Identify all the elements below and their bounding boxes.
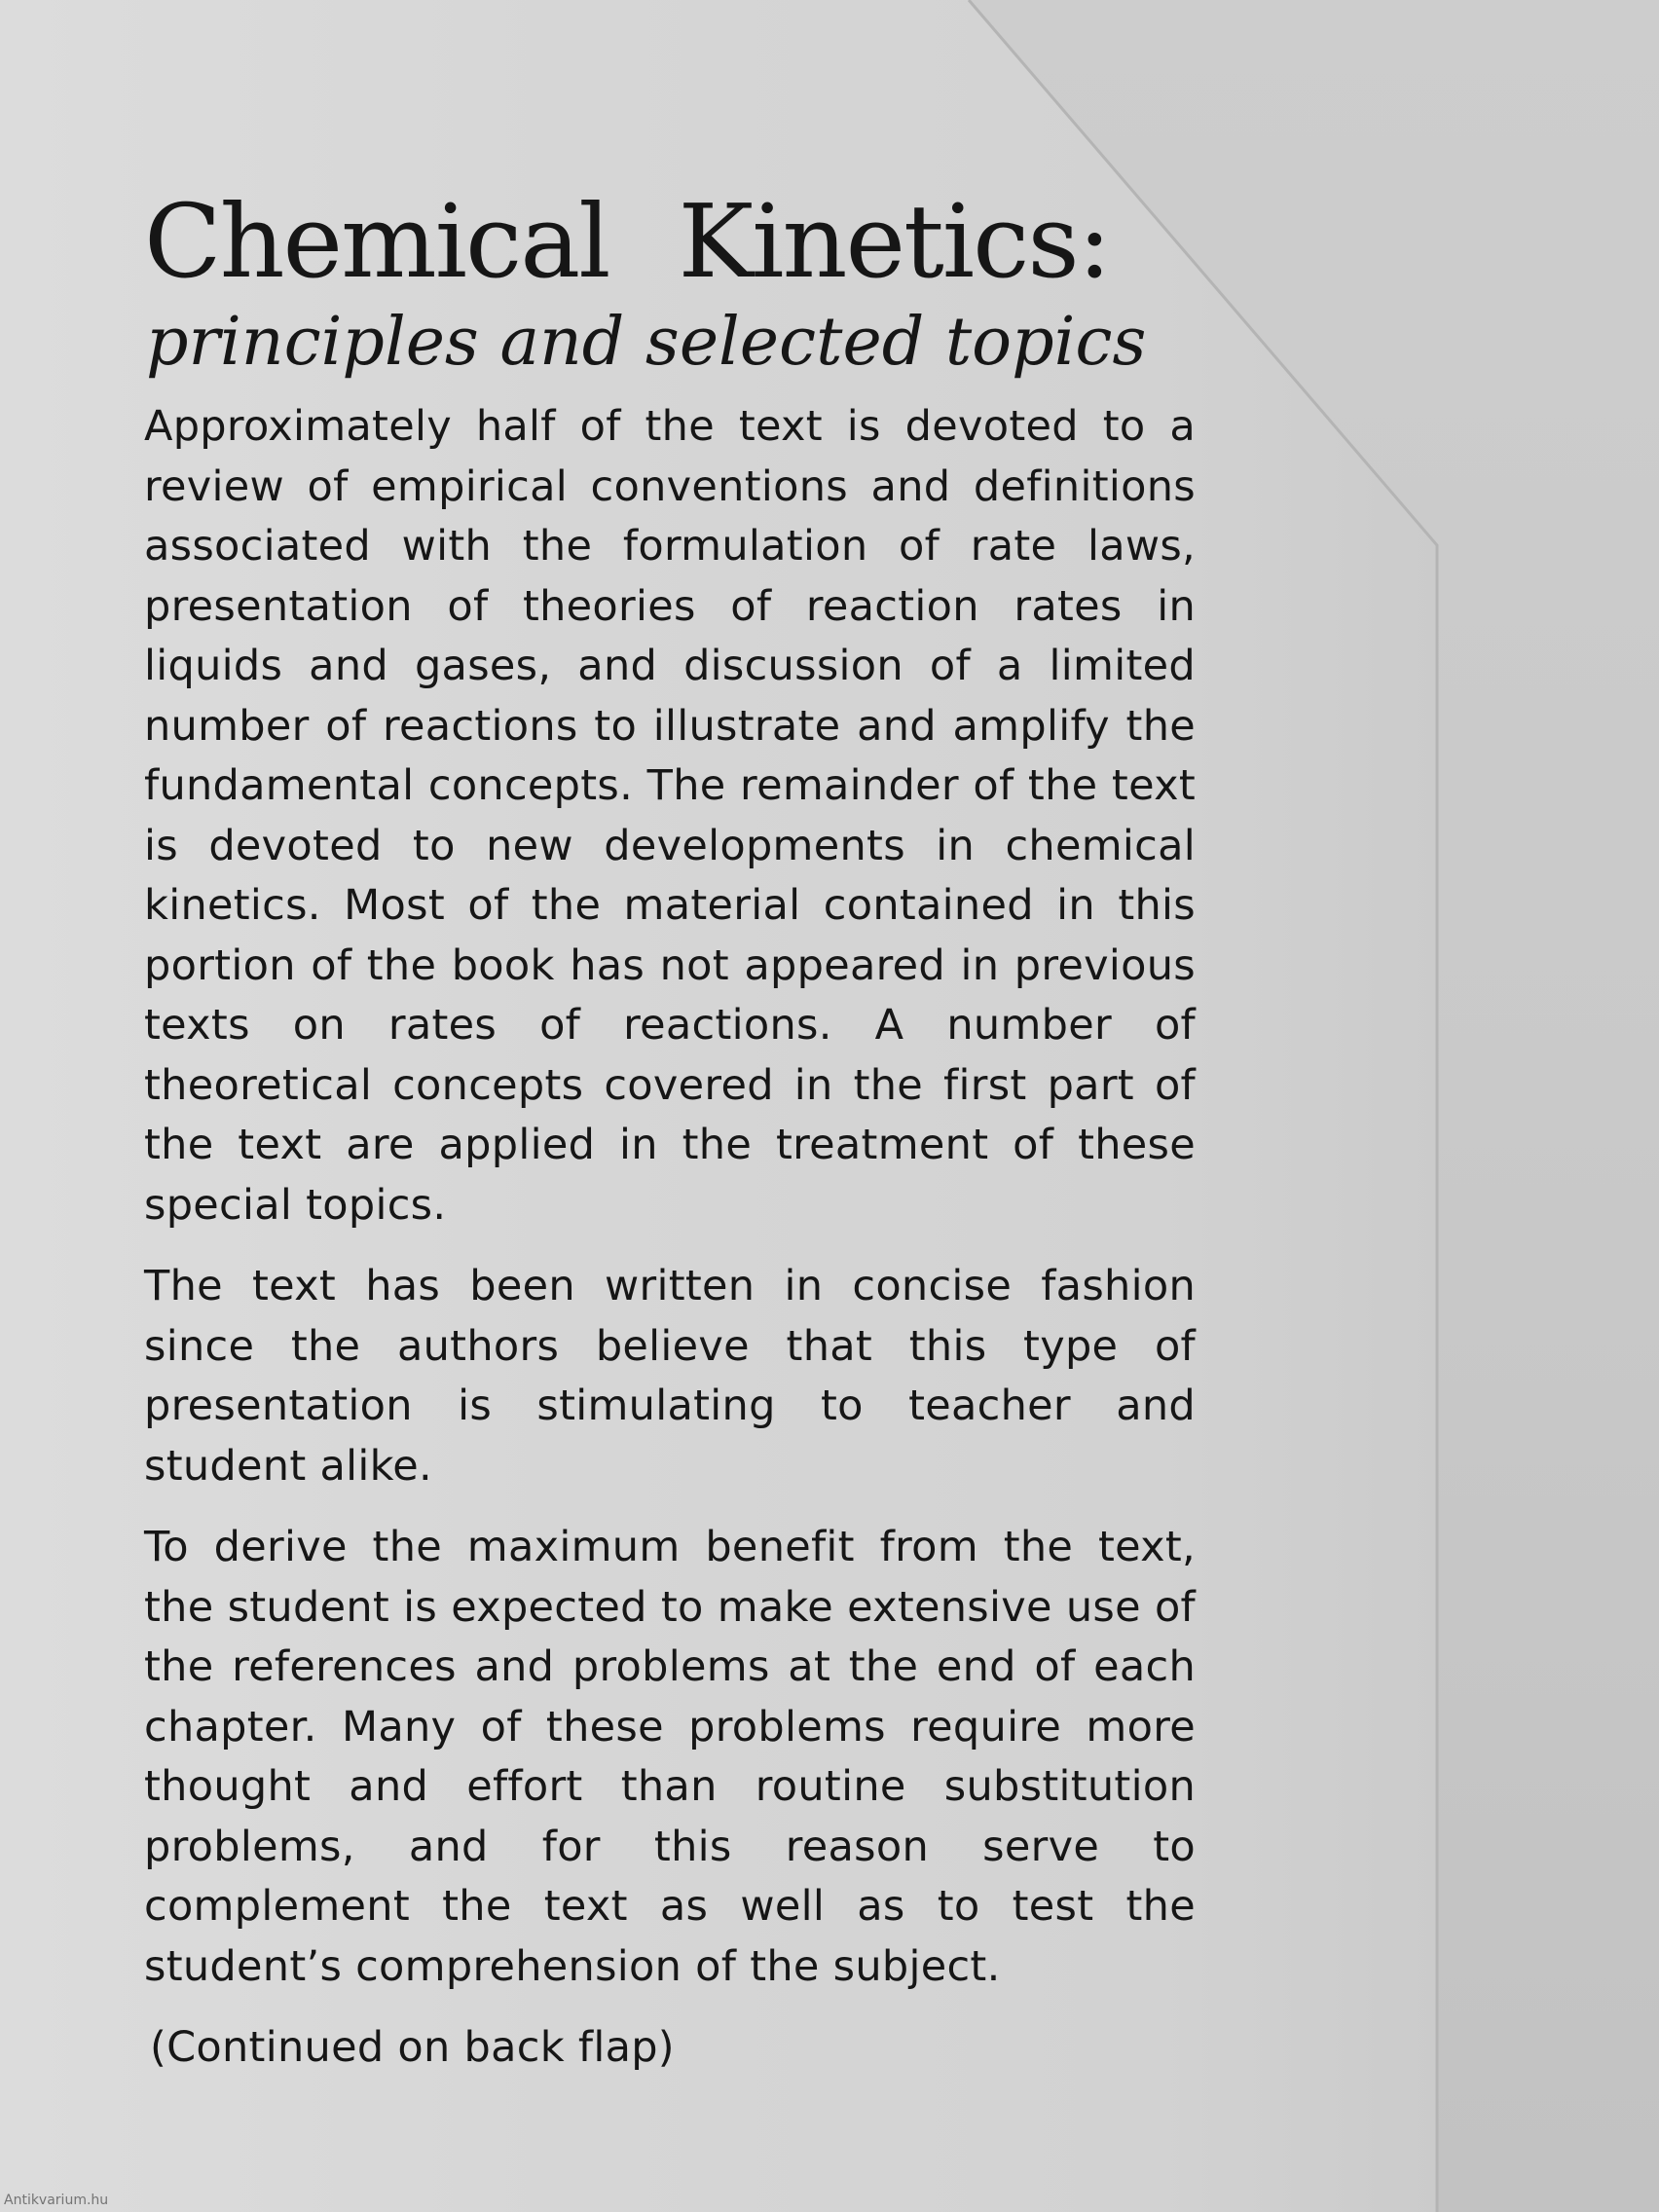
continued-note: (Continued on back flap) (150, 2023, 675, 2072)
flap-text-block (144, 183, 1196, 2078)
book-title: Chemical Kinetics: (144, 182, 1110, 301)
paragraph-style: The text has been written in concise fashion since the authors believe that this type of presentation is stimulating to teacher and student alike. (144, 1262, 1196, 1491)
paragraph-overview: Approximately half of the text is devoted to a review of empirical conventions and definitions associated with the formulation of rate laws, presentation of theories of reaction rates in liquids and gases, and discussion of a limited number of reactions to illustrate and amplify the fundamental concepts. The remainder of the text is devoted to new developments in chemical kinetics. Most of the material contained in this portion of the book has not appeared in previous texts on rates of reactions. A number of theoretical concepts covered in the first part of the text are applied in the treatment of these special topics. (144, 402, 1196, 1230)
book-subtitle: principles and selected topics (146, 304, 1147, 381)
watermark: Antikvarium.hu (4, 2193, 109, 2208)
paragraph-usage: To derive the maximum benefit from the text, the student is expected to make extensive use of the references and problems at the end of each chapter. Many of these problems require more thought and effort than routine substitution problems, and for this reason serve to complement the text as well as to test the student’s comprehension of the subject. (144, 1523, 1196, 1991)
